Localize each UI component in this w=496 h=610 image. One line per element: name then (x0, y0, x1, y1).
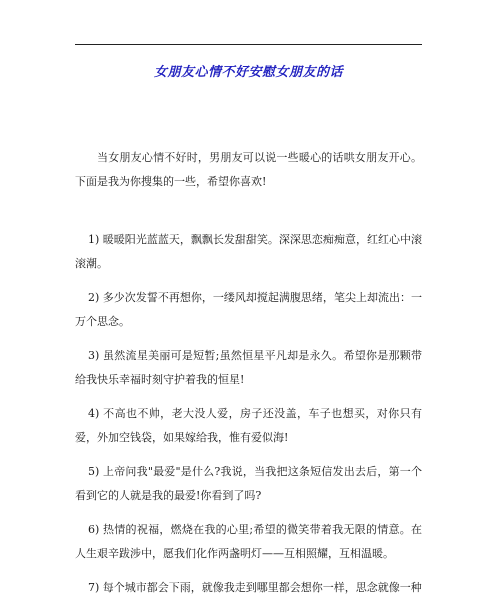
header-rule (75, 44, 422, 45)
paragraph-6: 6) 热情的祝福，燃烧在我的心里;希望的微笑带着我无限的情意。在人生艰辛跋涉中，愿我们化作两盏明灯——互相照耀，互相温暖。 (75, 523, 422, 560)
paragraph-1: 1) 暖暖阳光蓝蓝天，飘飘长发甜甜笑。深深思恋痴痴意，红红心中滚滚潮。 (75, 233, 422, 270)
paragraph-4: 4) 不高也不帅，老大没人爱，房子还没盖，车子也想买，对你只有爱，外加空钱袋，如果嫁给我，惟有爱似海! (75, 407, 422, 444)
document-title: 女朋友心情不好安慰女朋友的话 (153, 65, 343, 80)
paragraph-7: 7) 每个城市都会下雨，就像我走到哪里都会想你一样，思念就像一种 (88, 581, 422, 594)
paragraph-5: 5) 上帝问我"最爱"是什么?我说，当我把这条短信发出去后，第一个看到它的人就是我的最爱!你看到了吗? (75, 465, 422, 502)
paragraph-3: 3) 虽然流星美丽可是短暂;虽然恒星平凡却是永久。希望你是那颗带给我快乐幸福时刻守护着我的恒星! (75, 349, 422, 386)
document-body (75, 146, 422, 610)
intro-paragraph: 当女朋友心情不好时，男朋友可以说一些暖心的话哄女朋友开心。下面是我为你搜集的一些，希望你喜欢! (75, 151, 422, 188)
paragraph-2: 2) 多少次发誓不再想你，一缕风却搅起满腹思绪，笔尖上却流出：一万个思念。 (75, 291, 422, 328)
